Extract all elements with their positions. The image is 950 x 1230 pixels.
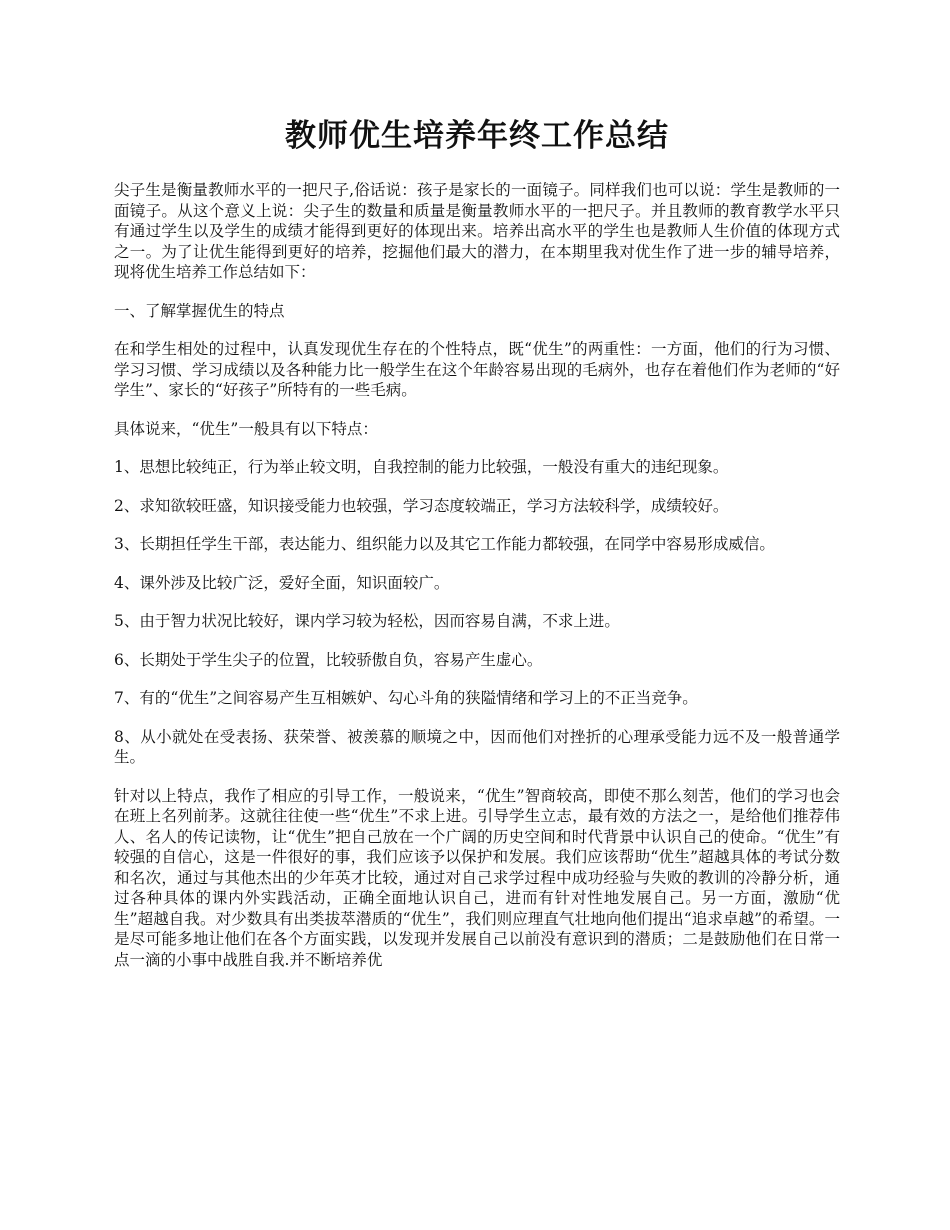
paragraph: 在和学生相处的过程中，认真发现优生存在的个性特点，既“优生”的两重性：一方面，他们的行为习惯、学习习惯、学习成绩以及各种能力比一般学生在这个年龄容易出现的毛病外，也存在着他们作为老师的“好学生”、家长的“好孩子”所特有的一些毛病。 <box>114 340 840 399</box>
list-item: 4、课外涉及比较广泛，爱好全面，知识面较广。 <box>114 573 450 592</box>
list-item: 5、由于智力状况比较好，课内学习较为轻松，因而容易自满，不求上进。 <box>114 612 620 630</box>
list-item: 2、求知欲较旺盛，知识接受能力也较强，学习态度较端正，学习方法较科学，成绩较好。 <box>114 496 729 515</box>
paragraph: 具体说来，“优生”一般具有以下特点： <box>114 419 378 438</box>
list-item: 8、从小就处在受表扬、获荣誉、被羡慕的顺境之中，因而他们对挫折的心理承受能力远不及一般普通学生。 <box>114 727 840 766</box>
paragraph: 针对以上特点，我作了相应的引导工作，一般说来，“优生”智商较高，即使不那么刻苦，他们的学习也会在班上名列前茅。这就往往使一些“优生”不求上进。引导学生立志，最有效的方法之一，是给他们推荐伟人、名人的传记读物，让“优生”把自己放在一个广阔的历史空间和时代背景中认识自己的使命。“优生”有较强的自信心，这是一件很好的事，我们应该予以保护和发展。我们应该帮助“优生”超越具体的考试分数和名次，通过与其他杰出的少年英才比较，通过对自己求学过程中成功经验与失败的教训的冷静分析，通过各种具体的课内外实践活动，正确全面地认识自己，进而有针对性地发展自己。另一方面，激励“优生”超越自我。对少数具有出类拔萃潜质的“优生”，我们则应理直气壮地向他们提出“追求卓越”的希望。一是尽可能多地让他们在各个方面实践，以发现并发展自己以前没有意识到的潜质；二是鼓励他们在日常一点一滴的小事中战胜自我.并不断培养优 <box>114 786 840 969</box>
section-heading: 一、了解掌握优生的特点 <box>114 301 285 320</box>
list-item: 6、长期处于学生尖子的位置，比较骄傲自负，容易产生虚心。 <box>114 650 543 669</box>
list-item: 1、思想比较纯正，行为举止较文明，自我控制的能力比较强，一般没有重大的违纪现象。 <box>114 458 729 476</box>
paragraph-intro: 尖子生是衡量教师水平的一把尺子,俗话说：孩子是家长的一面镜子。同样我们也可以说：学生是教师的一面镜子。从这个意义上说：尖子生的数量和质量是衡量教师水平的一把尺子。并且教师的教育教学水平只有通过学生以及学生的成绩才能得到更好的体现出来。培养出高水平的学生也是教师人生价值的体现方式之一。为了让优生能得到更好的培养，挖掘他们最大的潜力，在本期里我对优生作了进一步的辅导培养，现将优生培养工作总结如下： <box>114 181 840 281</box>
document-page <box>114 112 840 988</box>
list-item: 3、长期担任学生干部，表达能力、组织能力以及其它工作能力都较强，在同学中容易形成威信。 <box>114 535 775 553</box>
document-title: 教师优生培养年终工作总结 <box>285 118 669 154</box>
list-item: 7、有的“优生”之间容易产生互相嫉妒、勾心斗角的狭隘情绪和学习上的不正当竞争。 <box>114 689 698 707</box>
